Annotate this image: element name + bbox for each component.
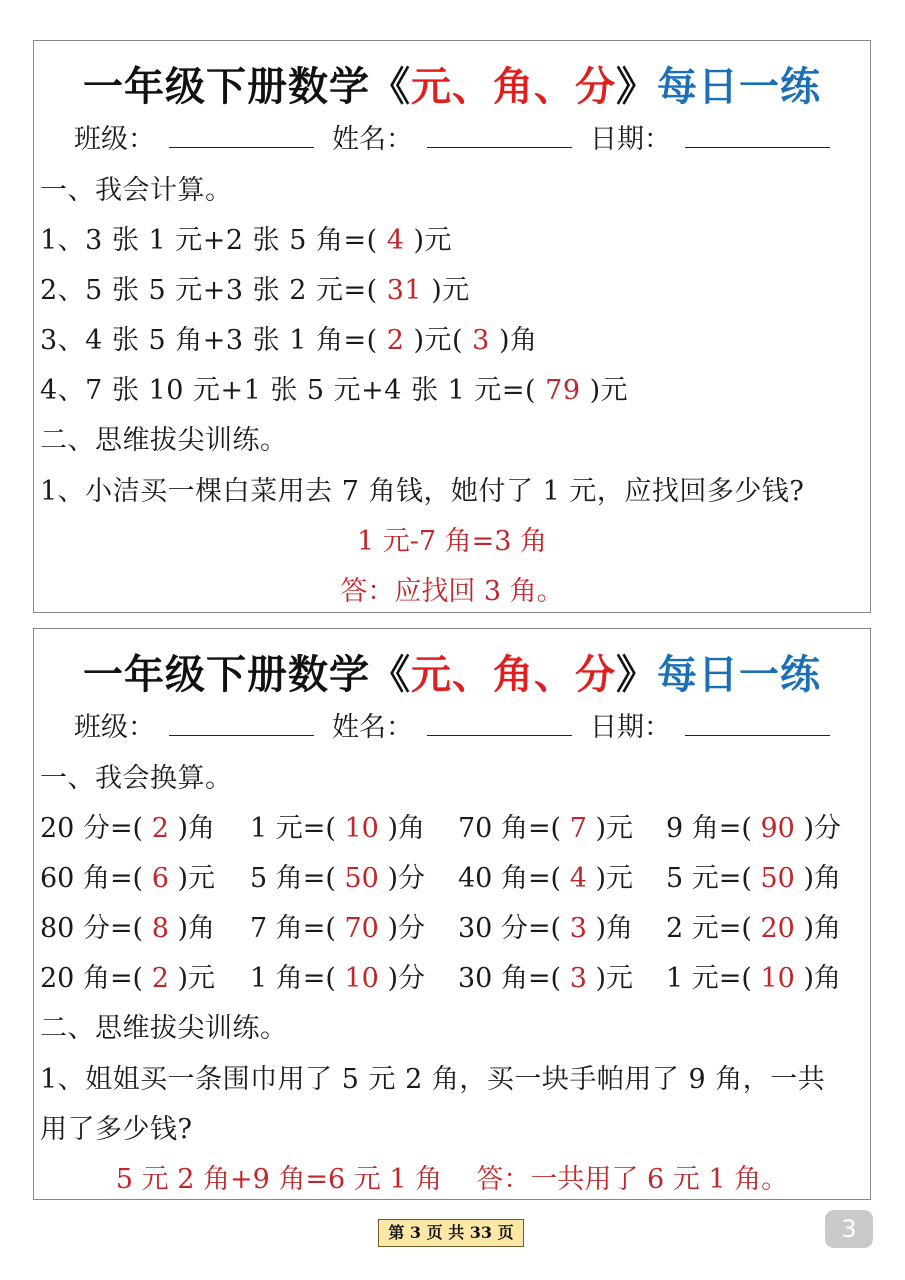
section-heading: 二、思维拔尖训练。	[40, 1013, 288, 1044]
solution-calculation: 1 元-7 角=3 角	[356, 526, 548, 557]
question-4: 4、7 张 10 元+1 张 5 元+4 张 1 元=( 79 )元	[40, 375, 629, 406]
conversion-item: 80 分=( 8 )角	[40, 913, 215, 944]
word-problem: 1、小洁买一棵白菜用去 7 角钱，她付了 1 元，应找回多少钱?	[40, 476, 805, 507]
conversion-item: 60 角=( 6 )元	[40, 863, 215, 894]
conversion-item: 70 角=( 7 )元	[458, 813, 633, 844]
name-label: 姓名：	[332, 712, 413, 743]
conversion-item: 9 角=( 90 )分	[666, 813, 841, 844]
name-blank[interactable]	[427, 147, 572, 148]
word-problem-line-1: 1、姐姐买一条围巾用了 5 元 2 角，买一块手帕用了 9 角，一共	[40, 1064, 826, 1095]
class-label: 班级：	[74, 124, 155, 155]
answer: 2	[386, 325, 405, 356]
class-blank[interactable]	[169, 147, 314, 148]
conversion-item: 5 角=( 50 )分	[250, 863, 425, 894]
date-label: 日期：	[590, 712, 671, 743]
conversion-row	[40, 856, 870, 892]
answer: 3	[472, 325, 490, 356]
conversion-item: 20 分=( 2 )角	[40, 813, 215, 844]
conversion-item: 1 角=( 10 )分	[250, 963, 425, 994]
conversion-row	[40, 806, 870, 842]
conversion-item: 2 元=( 20 )角	[666, 913, 841, 944]
question-1: 1、3 张 1 元+2 张 5 角=( 4 )元	[40, 225, 453, 256]
conversion-row	[40, 906, 870, 942]
answer: 31	[386, 275, 423, 306]
page-number-badge: 3	[825, 1210, 873, 1248]
conversion-item: 1 元=( 10 )角	[250, 813, 425, 844]
question-2: 2、5 张 5 元+3 张 2 元=( 31 )元	[40, 275, 470, 306]
class-blank[interactable]	[169, 735, 314, 736]
solution-answer: 5 元 2 角+9 角=6 元 1 角 答：一共用了 6 元 1 角。	[115, 1164, 789, 1195]
conversion-item: 1 元=( 10 )角	[666, 963, 841, 994]
section-heading: 二、思维拔尖训练。	[40, 425, 288, 456]
conversion-item: 30 分=( 3 )角	[458, 913, 633, 944]
answer: 79	[545, 375, 581, 406]
conversion-item: 40 角=( 4 )元	[458, 863, 633, 894]
worksheet-title: 一年级下册数学《元、角、分》每日一练	[83, 652, 821, 698]
conversion-item: 20 角=( 2 )元	[40, 963, 215, 994]
conversion-item: 7 角=( 70 )分	[250, 913, 425, 944]
solution-answer: 答：应找回 3 角。	[340, 576, 564, 607]
worksheet-title: 一年级下册数学《元、角、分》每日一练	[83, 64, 821, 110]
date-label: 日期：	[590, 124, 671, 155]
word-problem-line-2: 用了多少钱?	[40, 1114, 193, 1145]
section-heading: 一、我会计算。	[40, 175, 233, 206]
class-label: 班级：	[74, 712, 155, 743]
question-3: 3、4 张 5 角+3 张 1 角=( 2 )元( 3 )角	[40, 325, 538, 356]
date-blank[interactable]	[685, 735, 830, 736]
name-label: 姓名：	[332, 124, 413, 155]
conversion-row	[40, 956, 870, 992]
answer: 4	[386, 225, 405, 256]
page-footer: 第 3 页 共 33 页	[378, 1219, 524, 1247]
worksheet-2	[33, 628, 871, 1200]
name-blank[interactable]	[427, 735, 572, 736]
worksheet-1	[33, 40, 871, 613]
conversion-item: 5 元=( 50 )角	[666, 863, 841, 894]
conversion-item: 30 角=( 3 )元	[458, 963, 633, 994]
section-heading: 一、我会换算。	[40, 763, 233, 794]
date-blank[interactable]	[685, 147, 830, 148]
